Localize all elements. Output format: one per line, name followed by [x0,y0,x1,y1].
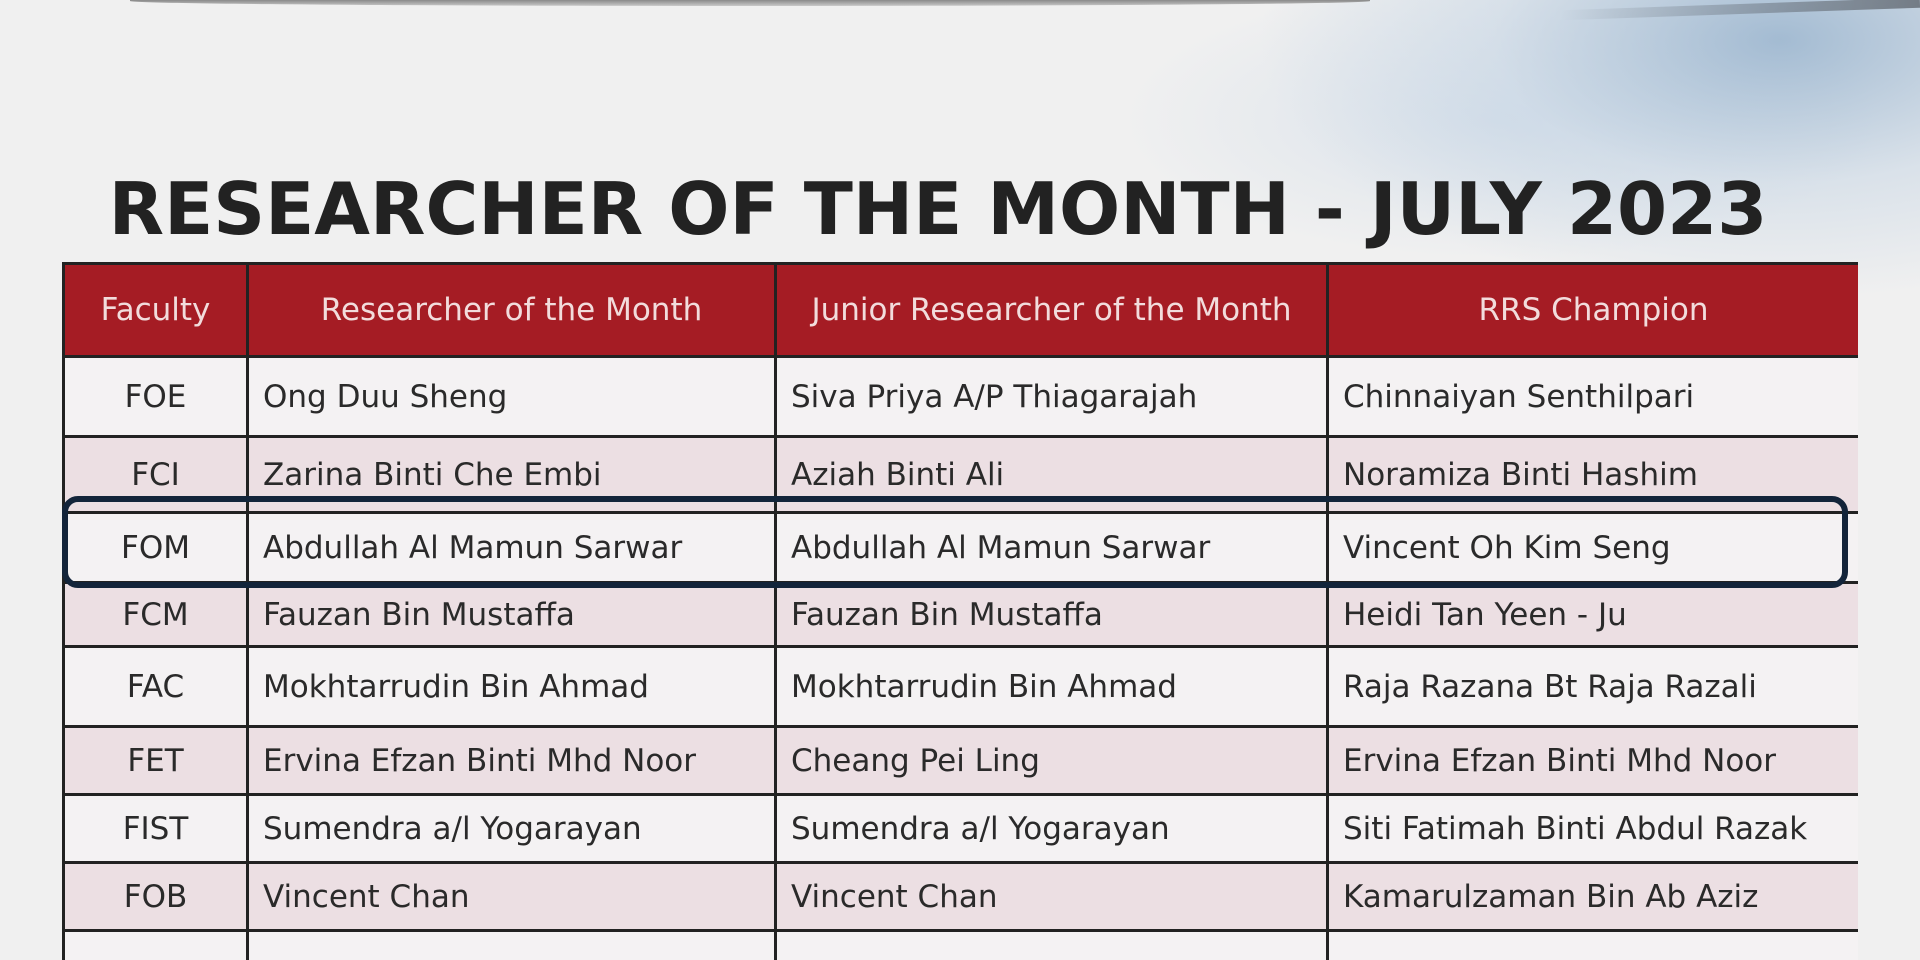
junior-researcher-cell: Fauzan Bin Mustaffa [776,583,1328,647]
table-row [64,795,1859,863]
junior-researcher-cell: Cheang Pei Ling [776,727,1328,795]
rrs-champion-cell: Noramiza Binti Hashim [1328,437,1859,513]
table-row [64,863,1859,931]
faculty-cell: FCI [64,437,248,513]
results-table [62,262,1858,960]
table-row [64,357,1859,437]
header-faculty: Faculty [64,264,248,357]
junior-researcher-cell: Vincent Chan [776,863,1328,931]
rrs-champion-cell: Kamarulzaman Bin Ab Aziz [1328,863,1859,931]
researcher-cell: Zarina Binti Che Embi [248,437,776,513]
rrs-champion-cell: Raja Razana Bt Raja Razali [1328,647,1859,727]
researcher-cell: Ong Duu Sheng [248,357,776,437]
faculty-cell: FAC [64,647,248,727]
table-row [64,437,1859,513]
rrs-champion-cell: Vincent Oh Kim Seng [1328,513,1859,583]
junior-researcher-cell: Sumendra a/l Yogarayan [776,795,1328,863]
rrs-champion-cell [1328,931,1859,960]
faculty-cell: FIST [64,795,248,863]
junior-researcher-cell: Mokhtarrudin Bin Ahmad [776,647,1328,727]
junior-researcher-cell: Abdullah Al Mamun Sarwar [776,513,1328,583]
header-junior-researcher: Junior Researcher of the Month [776,264,1328,357]
rrs-champion-cell: Heidi Tan Yeen - Ju [1328,583,1859,647]
page-title: RESEARCHER OF THE MONTH - JULY 2023 [108,167,1768,252]
researcher-cell: Fauzan Bin Mustaffa [248,583,776,647]
rrs-champion-cell: Siti Fatimah Binti Abdul Razak [1328,795,1859,863]
researcher-cell: Mokhtarrudin Bin Ahmad [248,647,776,727]
header-researcher: Researcher of the Month [248,264,776,357]
table-row [64,647,1859,727]
researcher-cell: Vincent Chan [248,863,776,931]
junior-researcher-cell [776,931,1328,960]
junior-researcher-cell: Aziah Binti Ali [776,437,1328,513]
junior-researcher-cell: Siva Priya A/P Thiagarajah [776,357,1328,437]
researcher-cell [248,931,776,960]
faculty-cell: FOM [64,513,248,583]
results-table-container [62,262,1858,960]
faculty-cell: FOB [64,863,248,931]
table-row-partial [64,931,1859,960]
table-row [64,727,1859,795]
table-row [64,583,1859,647]
faculty-cell: FCM [64,583,248,647]
researcher-cell: Abdullah Al Mamun Sarwar [248,513,776,583]
researcher-cell: Sumendra a/l Yogarayan [248,795,776,863]
rrs-champion-cell: Chinnaiyan Senthilpari [1328,357,1859,437]
faculty-cell: FOE [64,357,248,437]
table-row [64,513,1859,583]
researcher-cell: Ervina Efzan Binti Mhd Noor [248,727,776,795]
faculty-cell: FET [64,727,248,795]
rrs-champion-cell: Ervina Efzan Binti Mhd Noor [1328,727,1859,795]
header-rrs-champion: RRS Champion [1328,264,1859,357]
table-header-row [64,264,1859,357]
faculty-cell [64,931,248,960]
